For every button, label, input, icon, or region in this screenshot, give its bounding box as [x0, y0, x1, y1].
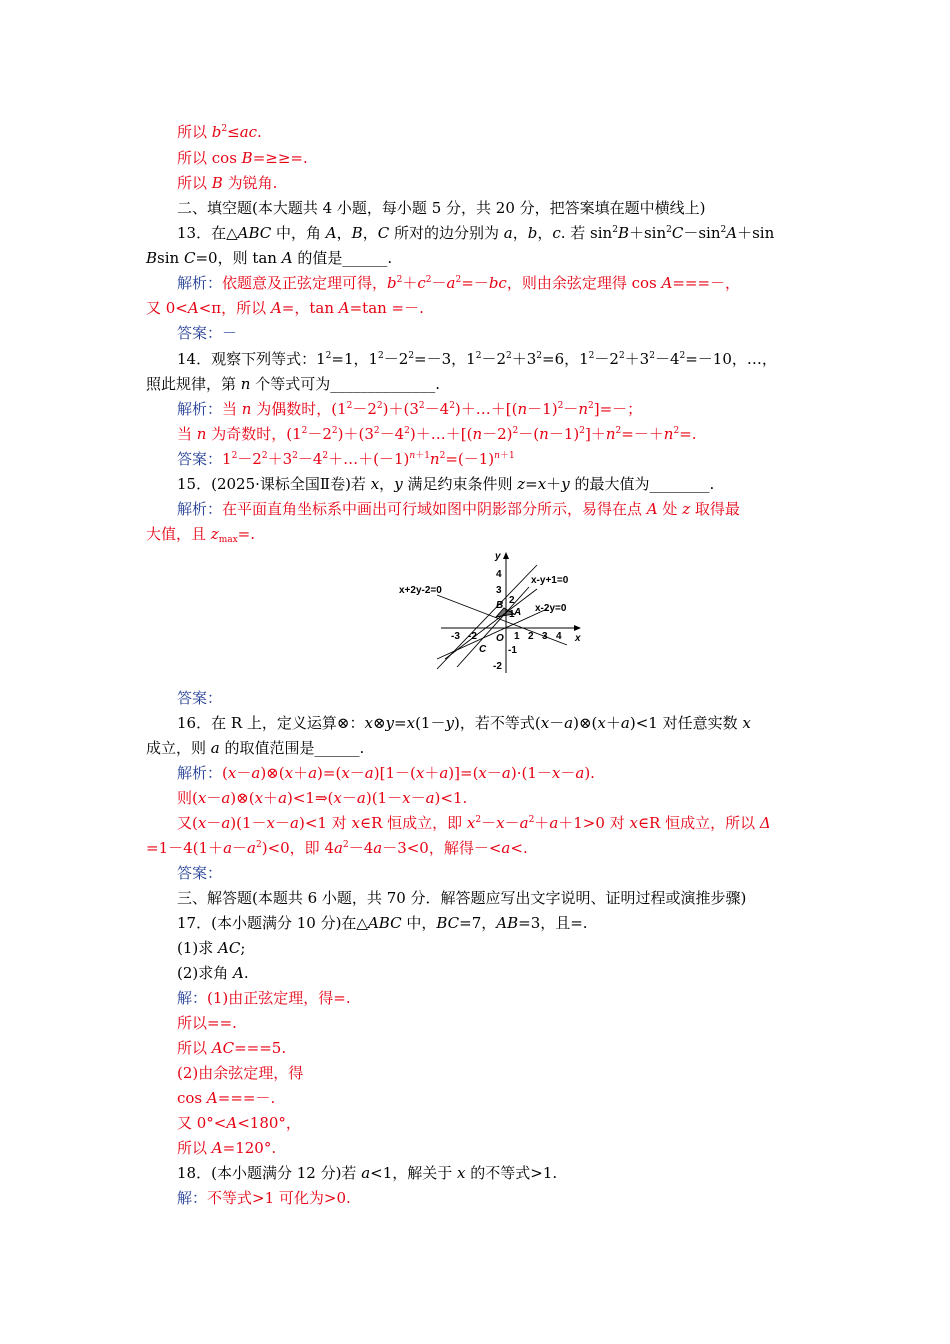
- question-14: 14．观察下列等式：$1^2=1$，$1^2-2^2=-3$，$1^2-2^2+3^2=6$，$1^2-2^2+3^2-4^2=-10$，…，: [177, 350, 777, 368]
- text-line: (1)求 AC;: [177, 939, 246, 957]
- line-label: x-2y=0: [535, 603, 567, 614]
- solution-line: $=1-4(1+a-a^2)<0$，即 $4a^2-4a-3<0$，解得－<a<.: [146, 839, 528, 857]
- solution-line: 当 n 为奇数时，$(1^2-2^2)+(3^2-4^2)+\dots+[(n-2)^2-(n-1)^2]+n^2=-+n^2=$.: [177, 425, 697, 443]
- tick-label: -1: [508, 645, 517, 656]
- question-16: 16．在 R 上，定义运算⊗：x⊗y=x(1－y)，若不等式(x－a)⊗(x＋a)<1 对任意实数 x: [177, 714, 751, 732]
- point-label-c: C: [479, 644, 487, 655]
- text-line: 所以 $b^2\le ac$.: [177, 123, 262, 141]
- tick-label: 3: [496, 585, 502, 596]
- solution-line: 解析：依题意及正弦定理可得，$b^2+c^2-a^2=-bc$，则由余弦定理得 cos A===－，: [177, 274, 741, 292]
- text-line: (2)求角 A.: [177, 964, 249, 982]
- solution-line: 大值，且 $z_{max}=$.: [146, 525, 256, 545]
- solution-line: 所以==.: [177, 1014, 237, 1032]
- tick-label: 1: [509, 609, 515, 620]
- text-line: 所以 cos B=≥≥=.: [177, 149, 308, 167]
- line-label: x-y+1=0: [531, 575, 569, 586]
- question-15: 15．(2025·课标全国Ⅱ卷)若 x，y 满足约束条件则 z=x＋y 的最大值为________.: [177, 475, 715, 493]
- solution-line: 所以 AC===5.: [177, 1039, 287, 1057]
- solution-line: 解：(1)由正弦定理，得=.: [177, 989, 351, 1007]
- question-13: 13．在△ABC 中，角 A，B，C 所对的边分别为 a，b，c. 若 $\sin^2B+\sin^2C-\sin^2A+\sin$: [177, 224, 775, 242]
- line-label: x+2y-2=0: [399, 585, 442, 596]
- solution-line: 所以 A=120°.: [177, 1139, 277, 1157]
- section-heading: 三、解答题(本题共 6 小题，共 70 分．解答题应写出文字说明、证明过程或演推步骤): [177, 889, 747, 907]
- solution-line: 解析：在平面直角坐标系中画出可行域如图中阴影部分所示，易得在点 A 处 z 取得最: [177, 500, 740, 518]
- tick-label: -2: [468, 631, 477, 642]
- section-heading: 二、填空题(本大题共 4 小题，每小题 5 分，共 20 分，把答案填在题中横线上): [177, 199, 706, 217]
- solution-line: cos A===－.: [177, 1089, 276, 1107]
- tick-label: 3: [542, 631, 548, 642]
- axis-label-y: y: [495, 551, 501, 562]
- solution-line: 则(x－a)⊗(x＋a)<1⇒(x－a)(1－x－a)<1.: [177, 789, 468, 807]
- text-line: Bsin C=0，则 tan A 的值是______.: [146, 249, 393, 267]
- answer-line: 答案：: [177, 689, 223, 707]
- answer-line: 答案：: [177, 864, 223, 882]
- solution-line: 又(x－a)(1－x－a)<1 对 x∈R 恒成立，即 $x^2-x-a^2+a+1>0$ 对 x∈R 恒成立，所以 Δ: [177, 814, 771, 832]
- axis-label-x: x: [575, 633, 581, 644]
- origin-label: O: [496, 633, 504, 644]
- tick-label: 1: [514, 631, 520, 642]
- tick-label: -2: [493, 661, 502, 672]
- tick-label: 4: [496, 569, 502, 580]
- tick-label: 2: [528, 631, 534, 642]
- question-17: 17．(本小题满分 10 分)在△ABC 中，BC=7，AB=3，且=.: [177, 914, 588, 932]
- solution-line: (2)由余弦定理，得: [177, 1064, 304, 1082]
- solution-line: 又 0<A<π，所以 A=，tan A=tan =－.: [146, 299, 424, 317]
- tick-label: 4: [556, 631, 562, 642]
- tick-label: 2: [509, 595, 515, 606]
- answer-line: 答案：－: [177, 324, 238, 342]
- point-label-b: B: [496, 600, 504, 611]
- text-line: 照此规律，第 n 个等式可为______________.: [146, 375, 440, 393]
- text-line: 成立，则 a 的取值范围是______.: [146, 739, 365, 757]
- feasible-region-figure: [397, 549, 587, 679]
- solution-line: 解析：(x－a)⊗(x＋a)=(x－a)[1－(x＋a)]=(x－a)·(1－x－a).: [177, 764, 595, 782]
- text-line: 所以 B 为锐角.: [177, 174, 278, 192]
- solution-line: 解：不等式>1 可化为>0.: [177, 1189, 351, 1207]
- question-18: 18．(本小题满分 12 分)若 a<1，解关于 x 的不等式>1.: [177, 1164, 558, 1182]
- solution-line: 解析：当 n 为偶数时，$(1^2-2^2)+(3^2-4^2)+\dots+[(n-1)^2-n^2]=-$；: [177, 400, 643, 418]
- answer-line: 答案：$1^2-2^2+3^2-4^2+\dots+(-1)^{n+1}n^2=(-1)^{n+1}$: [177, 450, 515, 468]
- point-label-a: A: [514, 607, 522, 618]
- tick-label: -3: [451, 631, 460, 642]
- solution-line: 又 0°<A<180°，: [177, 1114, 301, 1132]
